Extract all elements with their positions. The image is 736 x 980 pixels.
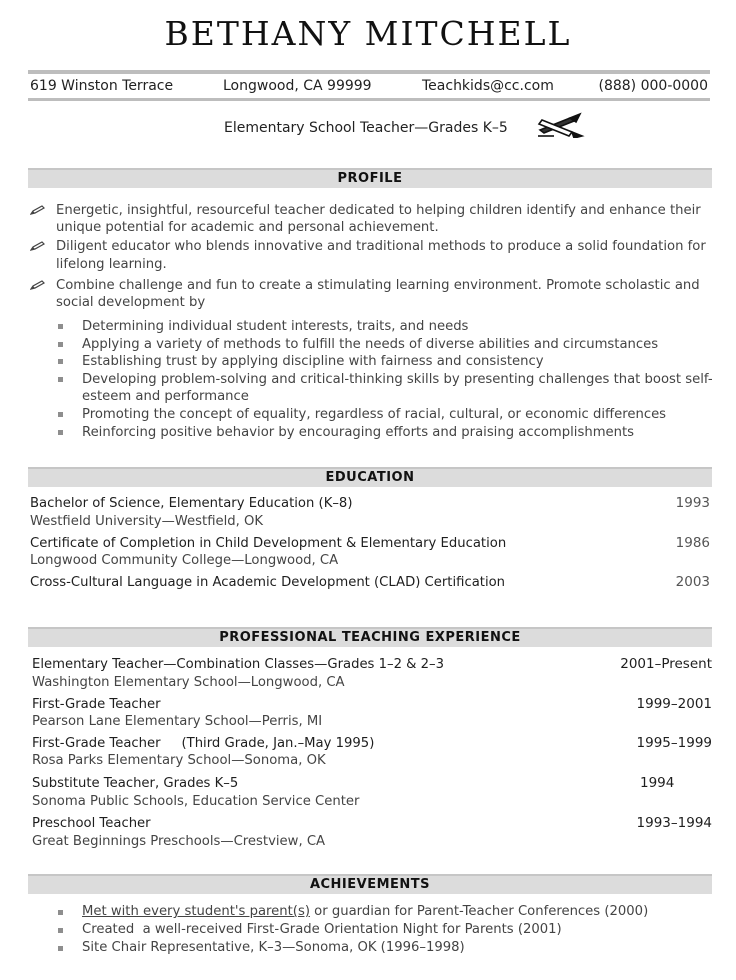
achievements-heading: ACHIEVEMENTS xyxy=(28,874,712,894)
contact-line xyxy=(30,78,710,98)
experience-role-4: Substitute Teacher, Grades K–5 xyxy=(32,776,239,791)
education-heading: EDUCATION xyxy=(28,467,712,487)
profile-item-1-line-2: unique potential for academic and personal achievement. xyxy=(56,220,439,235)
education-degree-2: Certificate of Completion in Child Development & Elementary Education xyxy=(30,536,507,551)
contact-phone: (888) 000-0000 xyxy=(598,78,708,94)
square-bullet-icon xyxy=(58,342,63,347)
achievement-2: Created a well-received First-Grade Orientation Night for Parents (2001) xyxy=(82,922,562,937)
experience-role-3: First-Grade Teacher (Third Grade, Jan.–May 1995) xyxy=(32,736,375,751)
education-degree-3: Cross-Cultural Language in Academic Development (CLAD) Certification xyxy=(30,575,506,590)
contact-email[interactable]: Teachkids@cc.com xyxy=(422,78,554,94)
square-bullet-icon xyxy=(58,359,63,364)
profile-subitem-1: Determining individual student interests, traits, and needs xyxy=(82,319,469,334)
profile-subitem-6: Reinforcing positive behavior by encouraging efforts and praising accomplishments xyxy=(82,425,635,440)
achievement-1-rest: or guardian for Parent-Teacher Conferences (2000) xyxy=(309,904,649,919)
pencil-bullet-icon xyxy=(30,205,46,215)
profile-item-2-line-1: Diligent educator who blends innovative and traditional methods to produce a solid foundation for xyxy=(56,239,706,254)
header-top-rule xyxy=(28,70,710,74)
profile-heading: PROFILE xyxy=(28,168,712,188)
job-title: Elementary School Teacher—Grades K–5 xyxy=(224,120,508,136)
profile-item-3-line-2: social development by xyxy=(56,295,206,310)
profile-subitem-4-line-2: esteem and performance xyxy=(82,389,249,404)
profile-item-1-line-1: Energetic, insightful, resourceful teacher dedicated to helping children identify and enhance their xyxy=(56,203,701,218)
square-bullet-icon xyxy=(58,377,63,382)
pencil-bullet-icon xyxy=(30,280,46,290)
contact-city: Longwood, CA 99999 xyxy=(223,78,372,94)
profile-subitem-3: Establishing trust by applying discipline with fairness and consistency xyxy=(82,354,544,369)
pencils-icon xyxy=(536,112,586,138)
profile-subitem-2: Applying a variety of methods to fulfill the needs of diverse abilities and circumstances xyxy=(82,337,659,352)
square-bullet-icon xyxy=(58,946,63,951)
education-school-2: Longwood Community College—Longwood, CA xyxy=(30,553,339,568)
square-bullet-icon xyxy=(58,324,63,329)
experience-years-2: 1999–2001 xyxy=(636,696,712,712)
experience-place-4: Sonoma Public Schools, Education Service Center xyxy=(32,794,360,809)
experience-place-1: Washington Elementary School—Longwood, CA xyxy=(32,675,345,690)
experience-place-5: Great Beginnings Preschools—Crestview, CA xyxy=(32,834,326,849)
experience-years-5: 1993–1994 xyxy=(636,815,712,831)
profile-item-3-line-1: Combine challenge and fun to create a stimulating learning environment. Promote scholastic and xyxy=(56,278,700,293)
education-degree-1: Bachelor of Science, Elementary Education (K–8) xyxy=(30,496,353,511)
square-bullet-icon xyxy=(58,412,63,417)
education-year-1: 1993 xyxy=(675,495,710,511)
experience-years-1: 2001–Present xyxy=(620,656,712,672)
achievement-1-underlined: Met with every student's parent(s) xyxy=(82,904,310,919)
square-bullet-icon xyxy=(58,430,63,435)
square-bullet-icon xyxy=(58,928,63,933)
experience-place-3: Rosa Parks Elementary School—Sonoma, OK xyxy=(32,753,326,768)
experience-place-2: Pearson Lane Elementary School—Perris, MI xyxy=(32,714,323,729)
experience-years-4: 1994 xyxy=(640,775,675,791)
profile-subitem-5: Promoting the concept of equality, regardless of racial, cultural, or economic differences xyxy=(82,407,667,422)
pencil-bullet-icon xyxy=(30,241,46,251)
profile-item-2-line-2: lifelong learning. xyxy=(56,257,167,272)
header-bottom-rule xyxy=(28,98,710,101)
achievement-3: Site Chair Representative, K–3—Sonoma, OK (1996–1998) xyxy=(82,940,465,955)
experience-role-5: Preschool Teacher xyxy=(32,816,151,831)
experience-role-1: Elementary Teacher—Combination Classes—Grades 1–2 & 2–3 xyxy=(32,657,445,672)
education-year-2: 1986 xyxy=(675,535,710,551)
experience-heading: PROFESSIONAL TEACHING EXPERIENCE xyxy=(28,627,712,647)
achievement-1 xyxy=(82,903,648,920)
education-year-3: 2003 xyxy=(675,574,710,590)
applicant-name: BETHANY MITCHELL xyxy=(164,14,572,53)
education-school-1: Westfield University—Westfield, OK xyxy=(30,514,264,529)
profile-subitem-4-line-1: Developing problem-solving and critical-thinking skills by presenting challenges that boost self- xyxy=(82,372,713,387)
experience-role-2: First-Grade Teacher xyxy=(32,697,161,712)
experience-years-3: 1995–1999 xyxy=(636,735,712,751)
square-bullet-icon xyxy=(58,910,63,915)
contact-address: 619 Winston Terrace xyxy=(30,78,174,94)
